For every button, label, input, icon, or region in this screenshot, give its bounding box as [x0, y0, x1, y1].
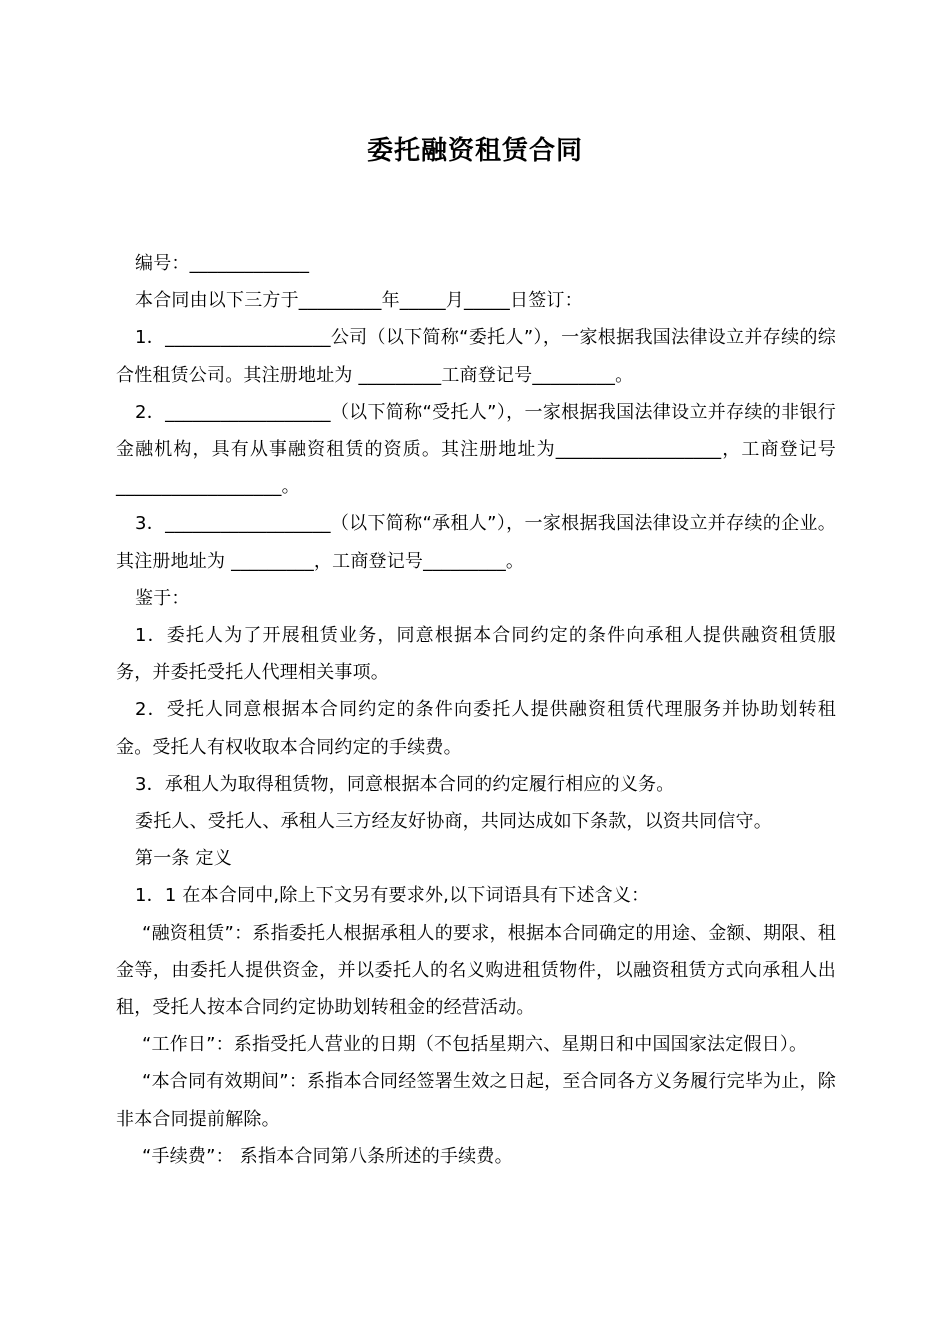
whereas-item-2: 2．受托人同意根据本合同约定的条件向委托人提供融资租赁代理服务并协助划转租金。受托人有权收取本合同约定的手续费。 — [116, 699, 836, 758]
agreement-statement: 委托人、受托人、承租人三方经友好协商，共同达成如下条款，以资共同信守。 — [135, 811, 772, 833]
definition-financial-leasing: “融资租赁”：系指委托人根据承租人的要求，根据本合同确定的用途、金额、期限、租金等，由委托人提供资金，并以委托人的名义购进租赁物件，以融资租赁方式向承租人出租，受托人按本合同约定协助划转租金的经营活动。 — [116, 922, 836, 1019]
document-body — [116, 245, 836, 1175]
document-title: 委托融资租赁合同 — [366, 136, 583, 166]
whereas-heading: 鉴于： — [135, 587, 190, 609]
whereas-item-1: 1．委托人为了开展租赁业务，同意根据本合同约定的条件向承租人提供融资租赁服务，并委托受托人代理相关事项。 — [116, 625, 836, 684]
article-1-heading: 第一条 定义 — [135, 848, 232, 870]
party-trustee-paragraph: 2．__________________（以下简称“受托人”），一家根据我国法律设立并存续的非银行金融机构，具有从事融资租赁的资质。其注册地址为__________________，工商登记号__________________。 — [116, 401, 836, 498]
signing-date-line: 本合同由以下三方于_________年_____月_____日签订： — [135, 290, 583, 312]
definition-validity-period: “本合同有效期间”：系指本合同经签署生效之日起，至合同各方义务履行完毕为止，除非本合同提前解除。 — [116, 1071, 836, 1130]
definition-working-day: “工作日”：系指受托人营业的日期（不包括星期六、星期日和中国国家法定假日）。 — [142, 1034, 808, 1056]
contract-number-line: 编号：_____________ — [135, 253, 310, 274]
party-lessee-paragraph: 3．__________________（以下简称“承租人”），一家根据我国法律设立并存续的企业。其注册地址为 _________，工商登记号_________。 — [116, 513, 836, 572]
clause-1-1: 1．1 在本合同中,除上下文另有要求外,以下词语具有下述含义： — [135, 885, 650, 907]
definition-handling-fee: “手续费”： 系指本合同第八条所述的手续费。 — [142, 1145, 513, 1167]
party-entrustor-paragraph: 1．__________________公司（以下简称“委托人”），一家根据我国法律设立并存续的综合性租赁公司。其注册地址为 _________工商登记号_________。 — [116, 327, 836, 386]
whereas-item-3: 3．承租人为取得租赁物，同意根据本合同的约定履行相应的义务。 — [135, 773, 675, 795]
